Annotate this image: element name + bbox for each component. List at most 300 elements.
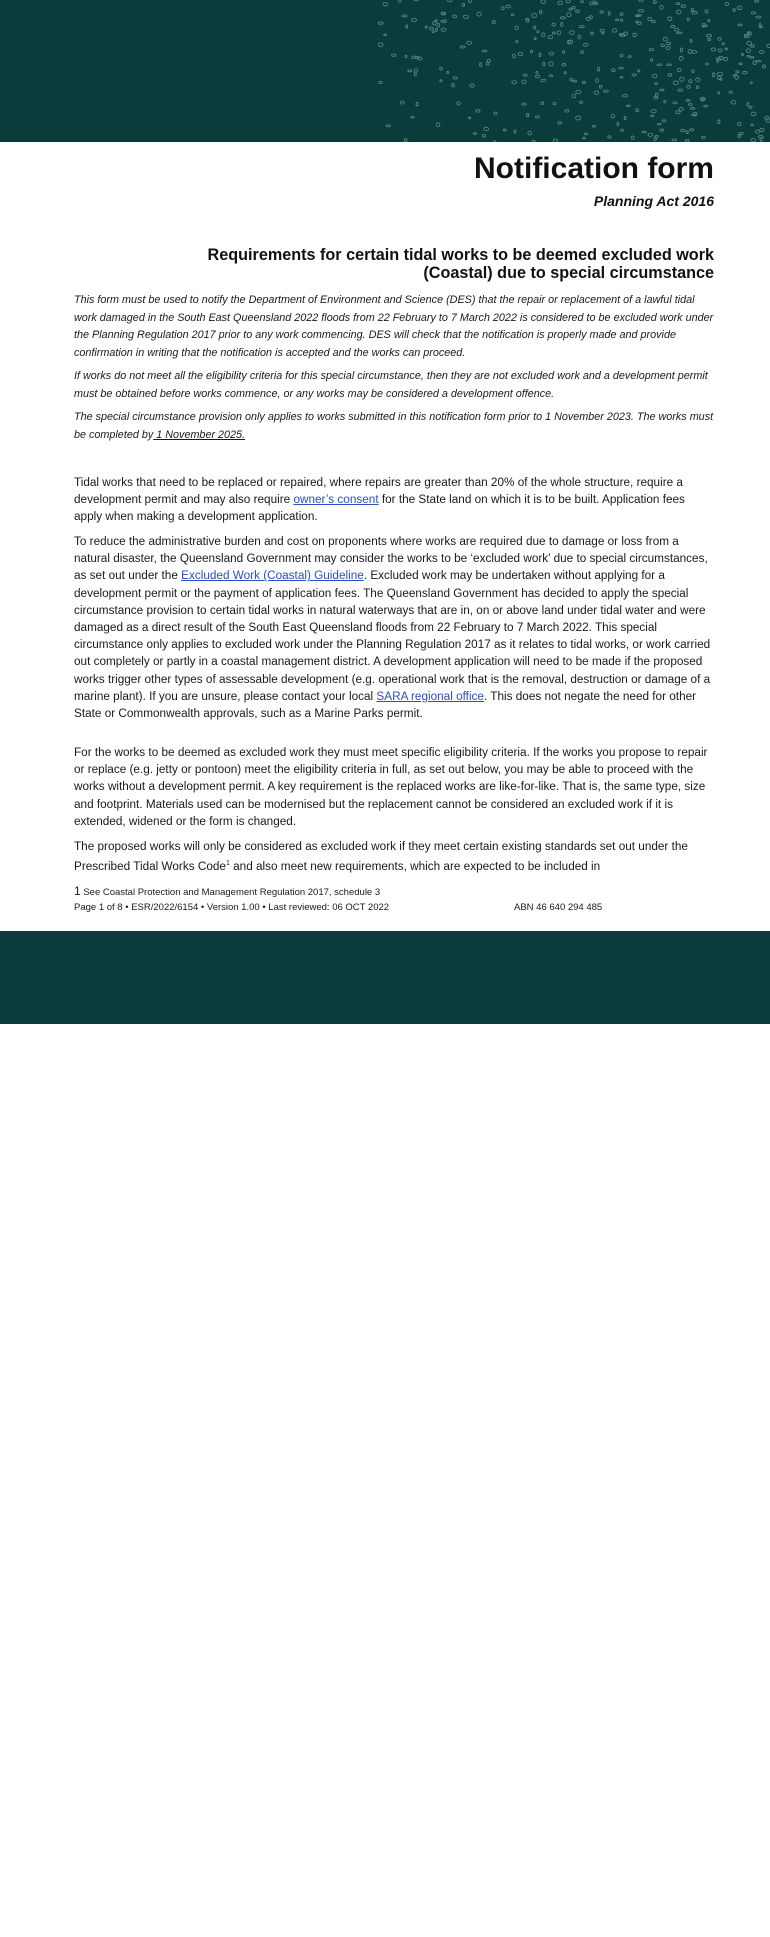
banner-dot: [690, 129, 694, 131]
banner-dot: [526, 113, 529, 116]
banner-dot: [494, 141, 496, 142]
banner-dot: [723, 57, 727, 60]
banner-dot: [416, 102, 418, 106]
banner-dot: [751, 45, 755, 48]
banner-dot: [561, 23, 563, 27]
banner-dot: [739, 63, 742, 65]
banner-dot: [620, 13, 623, 16]
banner-dot: [691, 108, 695, 110]
banner-dot: [747, 41, 752, 45]
banner-dot: [677, 32, 682, 34]
banner-dot: [412, 18, 417, 21]
banner-dot: [706, 63, 709, 65]
banner-dot: [664, 101, 666, 103]
banner-dot: [436, 123, 440, 127]
banner-dot: [549, 62, 554, 66]
banner-dot: [747, 55, 750, 57]
banner-dot: [755, 0, 759, 2]
banner-dot: [660, 89, 665, 91]
banner-dot: [506, 5, 511, 8]
form-heading-line2: (Coastal) due to special circumstance: [423, 264, 714, 282]
banner-dot: [673, 81, 678, 85]
banner-dot: [541, 79, 546, 81]
intro-paragraph-1: This form must be used to notify the Department of Environment and Science (DES) that the repair or replacement of a lawful tidal work damaged in the South East Queensland 2022 floods from 22 February to 7 March 2022 is considered to be excluded work under the Planning Regulation 2017 prior to any work commencing. DES will check that the notification is properly made and provide confirmation in writing that the notification is accepted and the works can proceed.: [74, 294, 714, 359]
banner-dot: [718, 92, 720, 94]
banner-dot: [747, 102, 749, 106]
banner-dot: [477, 12, 481, 16]
banner-dot: [572, 94, 576, 98]
banner-dot: [600, 11, 604, 13]
body-paragraph-4: [74, 838, 714, 875]
banner-dot: [655, 83, 658, 85]
banner-dot: [386, 125, 390, 127]
body-paragraph-1: [74, 474, 714, 526]
banner-dot: [654, 97, 658, 99]
banner-dot: [668, 74, 672, 77]
banner-dot: [558, 122, 562, 125]
body-paragraph-1-text-b: for the State land on which it is to be built. Application fees apply when making a development application.: [74, 493, 685, 524]
banner-dot: [448, 0, 452, 2]
banner-dot: [718, 37, 722, 40]
banner-dot: [686, 100, 690, 102]
banner-dot: [738, 135, 741, 138]
banner-dot: [638, 70, 640, 72]
banner-dot: [484, 127, 489, 130]
banner-dot: [608, 136, 611, 138]
banner-dot: [535, 116, 539, 118]
banner-dot: [583, 137, 585, 139]
footer-banner: [0, 931, 770, 1929]
banner-dot: [612, 69, 615, 72]
banner-dot: [566, 0, 571, 3]
banner-dot: [725, 3, 728, 6]
banner-dot: [415, 0, 418, 1]
banner-dot: [679, 57, 683, 61]
banner-dot: [432, 31, 434, 33]
banner-dot: [668, 17, 672, 21]
owners-consent-link[interactable]: owner’s consent: [293, 493, 379, 507]
banner-dot: [379, 81, 383, 83]
banner-dot: [681, 5, 685, 7]
banner-dot: [749, 106, 752, 108]
banner-dot: [648, 133, 653, 136]
banner-dot: [470, 84, 474, 87]
banner-dot: [392, 54, 396, 56]
intro-paragraph-2: If works do not meet all the eligibility criteria for this special circumstance, then they are not excluded work and a development permit must be obtained before works commence, or any works may be considered a development offence.: [74, 370, 708, 400]
banner-dot: [701, 136, 705, 138]
banner-dot: [584, 133, 587, 135]
banner-dot: [661, 44, 665, 47]
banner-dot: [539, 53, 541, 57]
banner-dot: [603, 90, 608, 92]
banner-dot: [542, 33, 545, 37]
banner-dot: [620, 129, 623, 131]
banner-dot: [530, 50, 532, 52]
body-paragraph-2-text-b: . Excluded work may be undertaken without applying for a development permit or the payment of application fees. The Queensland Government has decided to apply the special circumstance provision to certain tidal works in natural waterways that are in, on or above land under tidal water and were damaged as a direct result of the South East Queensland floods from 22 February to 7 March 2022. This special circumstance only applies to excluded work under the Planning Regulation 2017 as it relates to tidal works, or work carried out completely or partly in a coastal management district. A development application will need to be made if the proposed works trigger other types of assessable development (e.g. operational work that is the removal, destruction or damage of a marine plant). If you are unsure, please contact your local: [74, 569, 711, 703]
banner-dot: [758, 136, 763, 138]
banner-dot: [595, 79, 598, 83]
banner-dot: [687, 18, 689, 21]
banner-dot: [599, 85, 602, 88]
banner-dot: [526, 18, 529, 20]
banner-dot: [680, 77, 684, 81]
banner-dot: [633, 33, 637, 37]
logo-text: [628, 1889, 731, 1929]
banner-dot: [756, 60, 761, 62]
form-heading-line1: Requirements for certain tidal works to be deemed excluded work: [207, 246, 714, 264]
body-paragraph-2-text-a: To reduce the administrative burden and cost on proponents where works are required due to damage or loss from a natural disaster, the Queensland Government may consider the works to be ‘excluded work’ due to special circumstances, as set out under the: [74, 535, 708, 583]
form-heading: [94, 246, 714, 282]
banner-dot: [433, 21, 436, 25]
banner-dot: [541, 102, 544, 104]
banner-dot: [765, 116, 769, 119]
banner-dot: [406, 25, 408, 28]
banner-dot: [620, 54, 623, 57]
banner-dot: [717, 72, 722, 76]
banner-dot: [697, 86, 699, 89]
body-paragraph-2: [74, 533, 714, 722]
banner-dot: [463, 15, 468, 18]
banner-dot: [667, 64, 672, 66]
excluded-work-guideline-link[interactable]: Excluded Work (Coastal) Guideline: [181, 569, 364, 583]
banner-dot: [441, 28, 446, 31]
banner-dot: [619, 67, 624, 69]
banner-dot: [751, 12, 755, 14]
banner-dot: [534, 37, 536, 39]
banner-dot: [687, 85, 690, 88]
banner-dot: [676, 3, 680, 5]
banner-dot: [628, 56, 631, 58]
banner-dot: [414, 69, 418, 72]
banner-dot: [678, 89, 683, 91]
banner-dot: [692, 50, 697, 53]
banner-dot: [673, 102, 677, 104]
banner-dot: [552, 32, 555, 34]
banner-dot: [512, 81, 517, 84]
banner-dot: [532, 141, 535, 143]
banner-dot: [541, 0, 546, 4]
banner-dot: [457, 102, 460, 105]
banner-dot: [744, 36, 749, 38]
coat-of-arms-icon: [562, 1879, 620, 1935]
banner-dot: [611, 115, 615, 118]
banner-dot: [378, 22, 383, 24]
banner-dot: [540, 11, 542, 14]
banner-dot: [623, 95, 628, 97]
banner-dot: [708, 20, 710, 22]
banner-dot: [562, 63, 566, 65]
banner-dot: [537, 31, 539, 33]
banner-dot: [553, 102, 556, 104]
queensland-government-logo: [562, 1877, 742, 1937]
banner-dot: [690, 39, 692, 42]
banner-dot: [653, 1, 656, 4]
banner-dot: [672, 139, 677, 141]
banner-dot: [662, 120, 666, 122]
banner-dot: [482, 134, 485, 137]
banner-dot: [705, 10, 708, 13]
body-paragraph-4-text-a: The proposed works will only be considered as excluded work if they meet certain existing standards set out under the Prescribed Tidal Works Code: [74, 840, 688, 874]
footnote: [74, 884, 380, 898]
banner-dot: [492, 21, 495, 24]
banner-dot: [586, 18, 590, 21]
page-subtitle: Planning Act 2016: [593, 193, 714, 209]
banner-dot: [615, 19, 618, 21]
banner-dot: [624, 117, 626, 120]
banner-dot: [425, 26, 427, 28]
body-paragraph-2-text-c: . This does not negate the need for other State or Commonwealth approvals, such as a Marine Parks permit.: [74, 689, 697, 721]
banner-dot: [405, 55, 407, 58]
banner-dot: [514, 130, 516, 133]
banner-dot: [701, 98, 705, 100]
body-paragraph-3: For the works to be deemed as excluded work they must meet specific eligibility criteria. If the works you propose to repair or replace (e.g. jetty or pontoon) meet the eligibility criteria in full, as set out below, you may be able to proceed with the works without a development permit. A key requirement is the replaced works are like-for-like. That is, the same type, size and footprint. Materials used can be modernised but the replacement cannot be considered an excluded work if it is extended, widened or the form is changed.: [74, 746, 708, 828]
banner-dot: [515, 26, 519, 30]
completion-date: 1 November 2025.: [153, 428, 246, 441]
banner-dot: [580, 101, 583, 103]
banner-dot: [729, 91, 732, 93]
banner-dot: [411, 116, 414, 118]
banner-dot: [681, 129, 686, 131]
banner-dot: [756, 16, 761, 18]
banner-dot: [686, 131, 688, 134]
banner-dot: [549, 52, 554, 55]
header-banner: [0, 0, 770, 142]
page-title: Notification form: [474, 152, 714, 185]
banner-dot: [534, 26, 536, 29]
banner-dot: [760, 128, 764, 131]
footnote-number: 1: [74, 884, 81, 898]
banner-dot: [751, 124, 753, 126]
banner-dot: [759, 51, 764, 54]
banner-dot: [750, 82, 752, 84]
banner-dot: [536, 72, 538, 74]
banner-dot: [722, 43, 724, 45]
banner-dot: [737, 6, 742, 9]
banner-dot: [516, 41, 518, 43]
footnote-text: See Coastal Protection and Management Regulation 2017, schedule 3: [80, 887, 381, 898]
banner-dot: [612, 29, 616, 33]
banner-dot: [522, 80, 526, 84]
intro-paragraph-3: [74, 409, 714, 444]
banner-dot: [518, 52, 523, 55]
banner-dot: [626, 105, 630, 107]
banner-dot: [561, 17, 566, 19]
sara-regional-office-link[interactable]: SARA regional office: [376, 689, 484, 703]
banner-dot: [528, 131, 532, 135]
banner-dot: [632, 74, 636, 76]
banner-dot: [692, 70, 694, 73]
banner-dot: [592, 125, 595, 127]
banner-dot: [725, 48, 728, 50]
banner-dot: [657, 64, 662, 66]
banner-dot: [639, 10, 644, 12]
banner-dot: [384, 34, 387, 36]
banner-dot: [608, 12, 610, 16]
banner-dot: [736, 71, 739, 73]
banner-dot: [487, 59, 490, 62]
banner-dot: [649, 49, 653, 51]
banner-dot: [594, 91, 598, 94]
banner-dot: [579, 26, 584, 28]
banner-dot: [494, 112, 497, 114]
banner-dot: [717, 60, 719, 62]
banner-dot: [653, 74, 657, 78]
body-paragraph-4-text-b: and also meet new requirements, which are expected to be included in: [229, 860, 601, 874]
banner-dot: [460, 46, 465, 48]
abn-number: ABN 46 640 294 485: [514, 902, 603, 913]
banner-dot: [746, 49, 750, 53]
banner-dot: [738, 24, 742, 26]
banner-dot: [378, 43, 383, 47]
banner-dot: [696, 78, 701, 81]
banner-dot: [620, 76, 623, 78]
banner-dot: [532, 14, 537, 18]
banner-dot: [578, 35, 581, 39]
banner-dot: [453, 77, 457, 79]
banner-dot: [502, 7, 505, 10]
banner-dot: [708, 39, 711, 41]
banner-dot: [756, 130, 760, 133]
logo-text-government: Government: [628, 1909, 728, 1929]
banner-dot: [639, 0, 643, 1]
banner-dot: [562, 51, 564, 53]
banner-dot: [581, 51, 584, 54]
banner-dot: [558, 1, 563, 4]
banner-dot: [572, 6, 575, 9]
banner-dot: [429, 27, 433, 30]
banner-dot: [600, 29, 604, 32]
banner-dot: [462, 3, 464, 6]
banner-dot: [590, 32, 593, 34]
banner-dot: [400, 101, 404, 104]
banner-dot: [473, 133, 476, 135]
banner-dot: [583, 43, 588, 46]
banner-dot: [733, 9, 735, 12]
banner-dot: [565, 110, 569, 112]
banner-dot: [731, 101, 736, 104]
banner-dot: [602, 32, 604, 34]
banner-dot: [437, 23, 440, 27]
banner-dot: [469, 0, 472, 3]
banner-dot: [652, 20, 656, 23]
banner-dot: [523, 74, 527, 76]
banner-dot: [582, 81, 585, 83]
intro-paragraph-3-text: The special circumstance provision only applies to works submitted in this notification form prior to 1 November 2023. The works must be completed by: [74, 411, 714, 441]
banner-dot: [576, 116, 581, 120]
banner-dot: [543, 62, 545, 66]
banner-dot: [617, 122, 619, 126]
banner-dot: [522, 103, 526, 105]
banner-dot: [677, 68, 681, 71]
banner-dot: [564, 72, 566, 74]
banner-dot: [763, 65, 766, 68]
banner-dot: [573, 80, 577, 82]
banner-dot: [399, 0, 401, 2]
banner-dot: [706, 35, 711, 38]
banner-dot: [651, 115, 654, 117]
body-paragraph-1-text-a: Tidal works that need to be replaced or repaired, where repairs are greater than 20% of the whole structure, require a development permit and may also require: [74, 476, 683, 507]
banner-dot: [408, 70, 412, 72]
banner-dot: [441, 20, 444, 22]
banner-dot: [738, 122, 741, 125]
banner-dot: [674, 28, 678, 31]
banner-dot: [655, 93, 658, 96]
banner-dot: [671, 26, 675, 28]
banner-dot: [383, 2, 388, 6]
banner-dot: [447, 72, 449, 74]
banner-dot: [435, 28, 437, 31]
banner-dot: [657, 123, 661, 125]
banner-dot: [476, 110, 480, 113]
banner-dot: [598, 67, 600, 71]
banner-dot: [404, 139, 407, 142]
banner-dot: [666, 46, 670, 49]
banner-dot: [549, 75, 553, 77]
banner-dot: [480, 63, 482, 67]
banner-dot: [689, 80, 692, 83]
banner-dot: [688, 104, 692, 106]
banner-dot: [711, 48, 716, 51]
banner-dot: [569, 8, 572, 10]
banner-dot: [631, 136, 634, 139]
banner-dot: [685, 140, 689, 143]
banner-dot: [650, 59, 652, 62]
banner-dot: [620, 19, 623, 21]
page-info: Page 1 of 8 • ESR/2022/6154 • Version 1.00 • Last reviewed: 06 OCT 2022: [74, 902, 390, 913]
footnote-reference: 1: [225, 860, 230, 868]
banner-dot: [667, 42, 671, 45]
banner-dot: [548, 36, 553, 39]
banner-dot: [704, 105, 708, 107]
banner-dot: [679, 108, 683, 112]
logo-text-queensland: Queensland: [628, 1889, 732, 1909]
banner-dot: [718, 49, 722, 52]
banner-dot: [570, 78, 573, 81]
banner-dot: [751, 112, 756, 116]
banner-dot: [691, 8, 693, 11]
banner-dot: [718, 120, 720, 124]
banner-dot: [739, 132, 743, 134]
banner-dot: [712, 73, 715, 77]
banner-dot: [482, 50, 487, 52]
banner-dot: [751, 139, 756, 142]
banner-dot: [692, 12, 697, 14]
banner-dot: [511, 14, 514, 16]
banner-dot: [440, 67, 443, 70]
banner-dot: [570, 31, 575, 35]
banner-dot: [440, 80, 442, 82]
banner-dot: [467, 41, 472, 44]
banner-dot: [680, 48, 682, 52]
banner-dot: [663, 37, 667, 41]
banner-dot: [552, 23, 555, 26]
banner-dot: [557, 31, 560, 35]
banner-dot: [553, 139, 557, 142]
banner-dot: [414, 72, 416, 76]
banner-dot: [743, 72, 747, 74]
banner-dot: [402, 15, 407, 17]
banner-dot: [636, 109, 639, 112]
banner-dot: [453, 15, 457, 18]
banner-dot: [742, 53, 744, 56]
banner-dot-pattern: [0, 0, 770, 142]
banner-dot: [567, 13, 571, 17]
banner-dot: [503, 129, 506, 131]
banner-dot: [648, 17, 652, 21]
banner-dot: [660, 129, 664, 131]
banner-dot: [412, 56, 416, 59]
banner-dot: [576, 90, 581, 93]
